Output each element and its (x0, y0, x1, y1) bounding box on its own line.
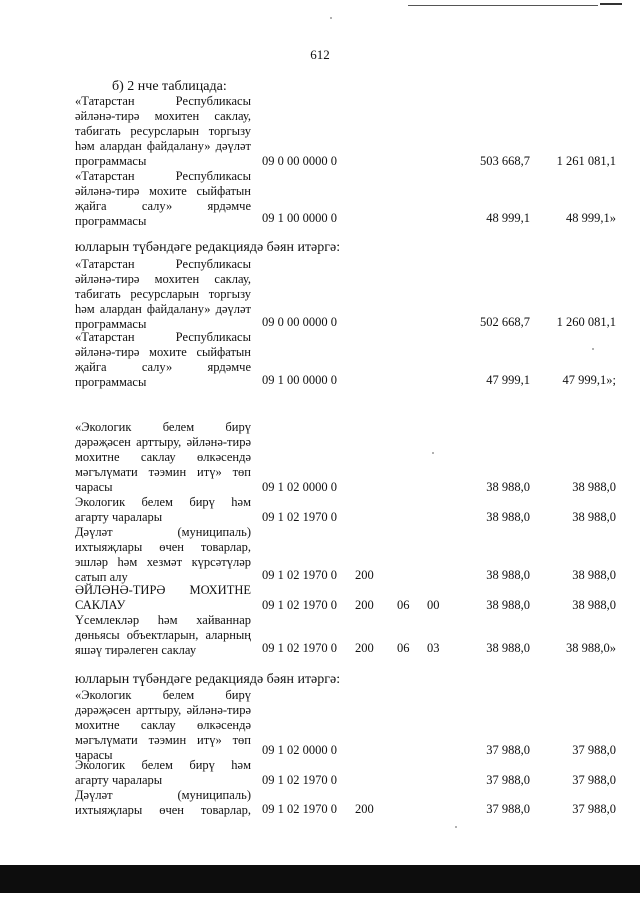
row-vr: 200 (355, 802, 374, 816)
scan-speck (455, 826, 457, 828)
row-vr: 200 (355, 641, 374, 655)
row-code: 09 0 00 0000 0 (262, 315, 337, 329)
row-code: 09 1 02 1970 0 (262, 773, 337, 787)
row-pr: 00 (427, 598, 440, 612)
scan-speck (592, 348, 594, 350)
row-value-2025: 38 988,0 (572, 568, 616, 582)
row-name: Экологик белем бирү һәм агарту чаралары (75, 758, 251, 787)
row-name: «Экологик белем бирү дәрәҗәсен арттыру, әйләнә-тирә мохитне саклау өлкәсендә мәгълүмати тәэмин итү» төп чарасы (75, 420, 251, 494)
row-value-2025: 38 988,0 (572, 598, 616, 612)
row-rz: 06 (397, 641, 410, 655)
replace-phrase: юлларын түбәндәге редакциядә бәян итәргә: (75, 672, 341, 687)
row-value-2024: 38 988,0 (486, 641, 530, 655)
row-value-2025: 37 988,0 (572, 802, 616, 816)
row-rz: 06 (397, 598, 410, 612)
row-code: 09 1 02 1970 0 (262, 802, 337, 816)
row-code: 09 1 02 0000 0 (262, 480, 337, 494)
row-name: «Татарстан Республикасы әйләнә-тирә мохите сыйфатын җайга салу» ярдәмче программасы (75, 330, 251, 389)
row-value-2024: 38 988,0 (486, 568, 530, 582)
row-name: Экологик белем бирү һәм агарту чаралары (75, 495, 251, 524)
row-value-2024: 503 668,7 (480, 154, 530, 168)
row-code: 09 1 02 1970 0 (262, 598, 337, 612)
row-value-2025: 38 988,0» (566, 641, 616, 655)
row-value-2025: 37 988,0 (572, 773, 616, 787)
row-name: Дәүләт (муниципаль) ихтыяҗлары өчен товарлар, эшләр һәм хезмәт күрсәтүләр сатып алу (75, 525, 251, 584)
row-value-2024: 37 988,0 (486, 743, 530, 757)
row-value-2024: 38 988,0 (486, 598, 530, 612)
replace-phrase: юлларын түбәндәге редакциядә бәян итәргә: (75, 240, 341, 255)
row-value-2025: 38 988,0 (572, 510, 616, 524)
row-code: 09 1 00 0000 0 (262, 211, 337, 225)
row-value-2024: 38 988,0 (486, 510, 530, 524)
row-name: Дәүләт (муниципаль) ихтыяҗлары өчен товарлар, (75, 788, 251, 817)
scan-bottom-border (0, 865, 640, 893)
row-name: «Экологик белем бирү дәрәҗәсен арттыру, әйләнә-тирә мохитне саклау өлкәсендә мәгълүмати тәэмин итү» төп чарасы (75, 688, 251, 762)
row-pr: 03 (427, 641, 440, 655)
row-vr: 200 (355, 568, 374, 582)
row-value-2025: 38 988,0 (572, 480, 616, 494)
row-value-2024: 37 988,0 (486, 802, 530, 816)
row-value-2024: 47 999,1 (486, 373, 530, 387)
row-code: 09 1 02 1970 0 (262, 510, 337, 524)
row-name: ӘЙЛӘНӘ-ТИРӘ МОХИТНЕ САКЛАУ (75, 583, 251, 612)
row-value-2025: 48 999,1» (566, 211, 616, 225)
row-value-2025: 37 988,0 (572, 743, 616, 757)
page-number: 612 (310, 47, 330, 62)
row-name: «Татарстан Республикасы әйләнә-тирә мохите сыйфатын җайга салу» ярдәмче программасы (75, 169, 251, 228)
row-code: 09 0 00 0000 0 (262, 154, 337, 168)
row-vr: 200 (355, 598, 374, 612)
scan-edge-mark (600, 3, 622, 5)
row-code: 09 1 02 0000 0 (262, 743, 337, 757)
table-intro: б) 2 нче таблицада: (112, 79, 227, 94)
row-value-2025: 1 260 081,1 (556, 315, 616, 329)
row-code: 09 1 02 1970 0 (262, 641, 337, 655)
row-value-2024: 48 999,1 (486, 211, 530, 225)
row-value-2025: 1 261 081,1 (556, 154, 616, 168)
row-name: «Татарстан Республикасы әйләнә-тирә мохитен саклау, табигать ресурсларын торгызу һәм алардан файдалану» дәүләт программасы (75, 257, 251, 331)
scan-speck (330, 17, 332, 19)
row-name: Үсемлекләр һәм хайваннар дөньясы объектларын, аларның яшәү тирәлеген саклау (75, 613, 251, 657)
row-code: 09 1 00 0000 0 (262, 373, 337, 387)
row-name: «Татарстан Республикасы әйләнә-тирә мохитен саклау, табигать ресурсларын торгызу һәм алардан файдалану» дәүләт программасы (75, 94, 251, 168)
row-value-2024: 37 988,0 (486, 773, 530, 787)
scan-speck (432, 452, 434, 454)
row-value-2025: 47 999,1»; (562, 373, 616, 387)
row-value-2024: 38 988,0 (486, 480, 530, 494)
row-code: 09 1 02 1970 0 (262, 568, 337, 582)
scan-edge-mark (408, 5, 598, 6)
row-value-2024: 502 668,7 (480, 315, 530, 329)
